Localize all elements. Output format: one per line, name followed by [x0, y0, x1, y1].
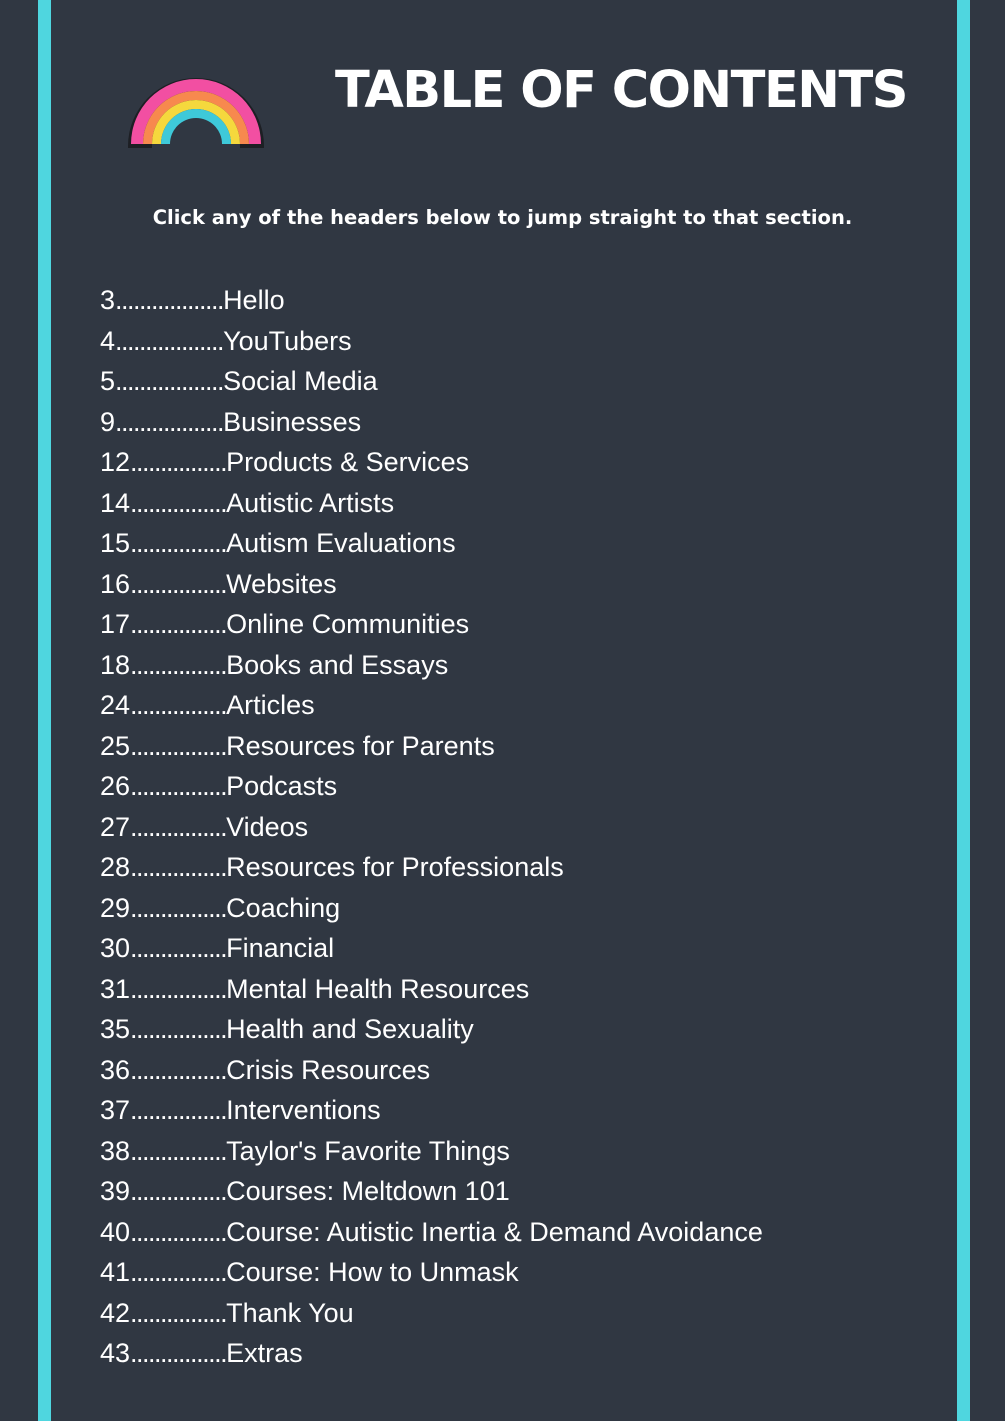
toc-page-number: 18 [100, 649, 131, 680]
toc-link[interactable] [100, 1009, 763, 1050]
toc-section-label: Autistic Artists [226, 487, 395, 518]
toc-link[interactable] [100, 847, 763, 888]
toc-section-label: YouTubers [223, 325, 352, 356]
toc-page-number: 15 [100, 528, 131, 558]
toc-link[interactable] [100, 1171, 763, 1212]
toc-page-number: 12 [100, 447, 131, 477]
toc-dot-leader: .................. [115, 325, 224, 356]
toc-section-label: Course: How to Unmask [226, 1257, 519, 1287]
toc-dot-leader: ................ [130, 649, 227, 680]
toc-dot-leader: ................ [130, 609, 227, 639]
toc-section-label: Podcasts [226, 771, 338, 801]
toc-page-number: 9 [100, 406, 116, 437]
toc-link[interactable] [100, 1050, 763, 1091]
toc-section-label: Coaching [226, 892, 341, 923]
toc-section-label: Health and Sexuality [226, 1014, 474, 1044]
toc-page-number: 43 [100, 1338, 131, 1368]
toc-page-number: 24 [100, 690, 131, 720]
toc-dot-leader: ................ [130, 1338, 227, 1368]
toc-dot-leader: ................ [130, 1257, 227, 1287]
toc-section-label: Course: Autistic Inertia & Demand Avoidance [226, 1216, 763, 1247]
toc-dot-leader: ................ [130, 447, 227, 477]
toc-section-label: Social Media [223, 366, 378, 396]
toc-page-number: 30 [100, 933, 131, 963]
toc-section-label: Businesses [223, 406, 362, 437]
toc-dot-leader: ................ [130, 1216, 227, 1247]
toc-link[interactable] [100, 1212, 763, 1253]
toc-section-label: Courses: Meltdown 101 [226, 1176, 510, 1206]
toc-dot-leader: ................ [130, 1095, 227, 1125]
toc-link[interactable] [100, 1131, 763, 1172]
toc-section-label: Resources for Parents [226, 730, 495, 761]
toc-link[interactable] [100, 1293, 763, 1334]
toc-link[interactable] [100, 1333, 763, 1374]
toc-page-number: 39 [100, 1176, 131, 1206]
toc-section-label: Online Communities [226, 609, 470, 639]
toc-dot-leader: ................ [130, 1014, 227, 1044]
toc-page-number: 27 [100, 811, 131, 842]
left-border-stripe [38, 0, 51, 1421]
toc-link[interactable] [100, 604, 763, 645]
toc-dot-leader: ................ [130, 852, 227, 882]
toc-section-label: Resources for Professionals [226, 852, 564, 882]
toc-link[interactable] [100, 361, 763, 402]
toc-link[interactable] [100, 523, 763, 564]
toc-page-number: 42 [100, 1297, 131, 1328]
toc-link[interactable] [100, 726, 763, 767]
toc-section-label: Interventions [226, 1095, 381, 1125]
toc-link[interactable] [100, 807, 763, 848]
toc-section-label: Thank You [226, 1297, 354, 1328]
toc-section-label: Crisis Resources [226, 1054, 431, 1085]
table-of-contents [100, 280, 763, 1374]
toc-link[interactable] [100, 1090, 763, 1131]
toc-link[interactable] [100, 483, 763, 524]
toc-page-number: 38 [100, 1135, 131, 1166]
toc-section-label: Articles [226, 690, 315, 720]
toc-page-number: 4 [100, 325, 116, 356]
toc-dot-leader: ................ [130, 933, 227, 963]
toc-link[interactable] [100, 685, 763, 726]
toc-dot-leader: ................ [130, 1054, 227, 1085]
rainbow-icon [122, 38, 270, 152]
toc-dot-leader: ................ [130, 811, 227, 842]
toc-page-number: 17 [100, 609, 131, 639]
toc-link[interactable] [100, 969, 763, 1010]
toc-link[interactable] [100, 564, 763, 605]
toc-page-number: 31 [100, 973, 131, 1004]
toc-link[interactable] [100, 402, 763, 443]
toc-dot-leader: ................ [130, 1297, 227, 1328]
toc-link[interactable] [100, 1252, 763, 1293]
toc-dot-leader: .................. [115, 406, 224, 437]
toc-link[interactable] [100, 321, 763, 362]
toc-page-number: 25 [100, 730, 131, 761]
toc-dot-leader: ................ [130, 487, 227, 518]
toc-dot-leader: ................ [130, 568, 227, 599]
toc-section-label: Extras [226, 1338, 303, 1368]
toc-link[interactable] [100, 766, 763, 807]
toc-section-label: Autism Evaluations [226, 528, 456, 558]
right-border-stripe [957, 0, 970, 1421]
toc-page-number: 40 [100, 1216, 131, 1247]
toc-page-number: 35 [100, 1014, 131, 1044]
toc-link[interactable] [100, 928, 763, 969]
toc-dot-leader: ................ [130, 1176, 227, 1206]
toc-link[interactable] [100, 442, 763, 483]
toc-section-label: Financial [226, 933, 335, 963]
toc-dot-leader: ................ [130, 771, 227, 801]
toc-dot-leader: .................. [115, 366, 224, 396]
toc-dot-leader: ................ [130, 690, 227, 720]
toc-section-label: Books and Essays [226, 649, 449, 680]
toc-dot-leader: ................ [130, 730, 227, 761]
toc-link[interactable] [100, 888, 763, 929]
toc-section-label: Taylor's Favorite Things [226, 1135, 510, 1166]
toc-page-number: 41 [100, 1257, 131, 1287]
page-title: TABLE OF CONTENTS [335, 61, 908, 120]
toc-link[interactable] [100, 645, 763, 686]
toc-section-label: Videos [226, 811, 309, 842]
toc-page-number: 14 [100, 487, 131, 518]
toc-section-label: Products & Services [226, 447, 470, 477]
toc-dot-leader: ................ [130, 973, 227, 1004]
toc-section-label: Hello [223, 285, 285, 315]
toc-page-number: 3 [100, 285, 116, 315]
toc-dot-leader: ................ [130, 528, 227, 558]
toc-page-number: 5 [100, 366, 116, 396]
toc-page-number: 29 [100, 892, 131, 923]
toc-link[interactable] [100, 280, 763, 321]
toc-page-number: 28 [100, 852, 131, 882]
toc-page-number: 37 [100, 1095, 131, 1125]
toc-page-number: 16 [100, 568, 131, 599]
toc-dot-leader: .................. [115, 285, 224, 315]
instructions-text: Click any of the headers below to jump straight to that section. [152, 206, 853, 229]
toc-page-number: 26 [100, 771, 131, 801]
toc-page-number: 36 [100, 1054, 131, 1085]
toc-dot-leader: ................ [130, 892, 227, 923]
toc-dot-leader: ................ [130, 1135, 227, 1166]
toc-section-label: Mental Health Resources [226, 973, 530, 1004]
toc-section-label: Websites [226, 568, 337, 599]
